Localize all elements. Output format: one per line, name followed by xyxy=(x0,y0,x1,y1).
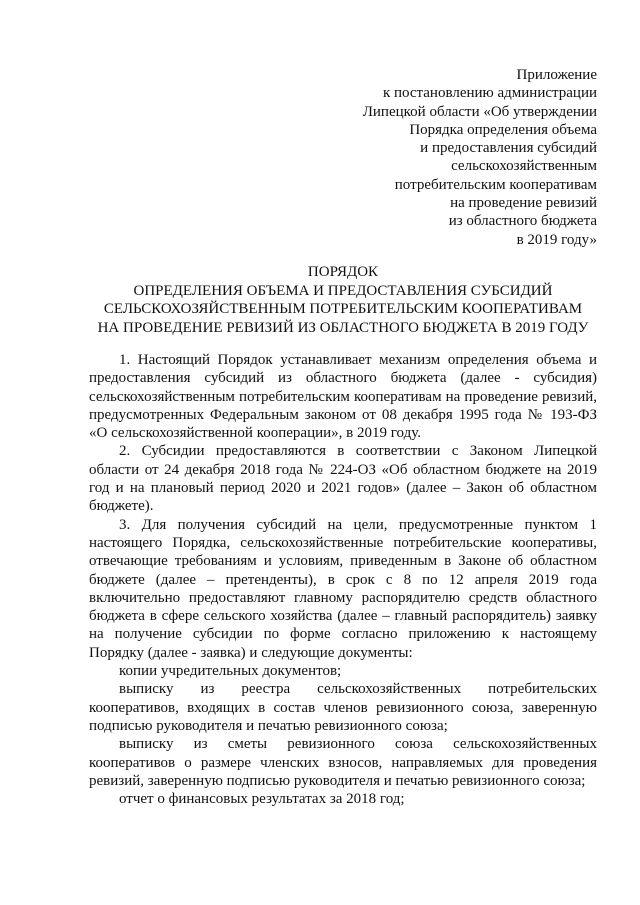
list-item: отчет о финансовых результатах за 2018 год; xyxy=(119,791,405,808)
appendix-line: в 2019 году» xyxy=(516,231,597,248)
appendix-line: из областного бюджета xyxy=(448,213,597,230)
paragraph-1: 1. Настоящий Порядок устанавливает механизм определения объема и предоставления субсидий из областного бюджета (далее - субсидия) сельскохозяйственным потребительским кооперативам на проведение ревизий, предусмотренных Федеральным законом от 08 декабря 1995 года № 193-ФЗ «О сельскохозяйственной кооперации», в 2019 году. xyxy=(89,352,597,442)
document-title xyxy=(89,263,597,337)
document-body xyxy=(89,351,597,808)
title-line: НА ПРОВЕДЕНИЕ РЕВИЗИЙ ИЗ ОБЛАСТНОГО БЮДЖЕТА В 2019 ГОДУ xyxy=(97,319,589,336)
list-item: выписку из сметы ревизионного союза сельскохозяйственных кооперативов о размере членских взносов, направляемых для проведения ревизий, заверенную подписью руководителя и печатью ревизионного союза; xyxy=(89,736,597,789)
appendix-line: и предоставления субсидий xyxy=(420,140,597,157)
title-line: СЕЛЬСКОХОЗЯЙСТВЕННЫМ ПОТРЕБИТЕЛЬСКИМ КООПЕРАТИВАМ xyxy=(103,301,583,317)
appendix-line: к постановлению администрации xyxy=(382,85,597,102)
list-item: выписку из реестра сельскохозяйственных потребительских кооперативов, входящих в состав членов ревизионного союза, заверенную подписью руководителя и печатью ревизионного союза; xyxy=(89,681,597,734)
appendix-line: на проведение ревизий xyxy=(450,195,597,212)
appendix-line: сельскохозяйственным xyxy=(451,158,597,175)
title-line: ОПРЕДЕЛЕНИЯ ОБЪЕМА И ПРЕДОСТАВЛЕНИЯ СУБСИДИЙ xyxy=(133,282,553,299)
appendix-line: потребительским кооперативам xyxy=(394,176,597,193)
list-item: копии учредительных документов; xyxy=(119,663,342,680)
appendix-line: Приложение xyxy=(516,67,597,83)
appendix-line: Липецкой области «Об утверждении xyxy=(362,103,597,120)
paragraph-2: 2. Субсидии предоставляются в соответствии с Законом Липецкой области от 24 декабря 2018 года № 224-ОЗ «Об областном бюджете на 2019 год и на плановый период 2020 и 2021 годов» (далее – Закон об областном бюджете). xyxy=(89,443,597,515)
title-line: ПОРЯДОК xyxy=(307,264,379,280)
paragraph-3: 3. Для получения субсидий на цели, предусмотренные пунктом 1 настоящего Порядка, сельскохозяйственные потребительские кооперативы, отвечающие требованиям и условиям, приведенным в Законе об областном бюджете (далее – претенденты), в срок с 8 по 12 апреля 2019 года включительно предоставляют главному распорядителю средств областного бюджета в сфере сельского хозяйства (далее – главный распорядитель) заявку на получение субсидии по форме согласно приложению к настоящему Порядку (далее - заявка) и следующие документы: xyxy=(89,516,597,661)
appendix-line: Порядка определения объема xyxy=(409,121,597,138)
appendix-note xyxy=(363,66,597,249)
